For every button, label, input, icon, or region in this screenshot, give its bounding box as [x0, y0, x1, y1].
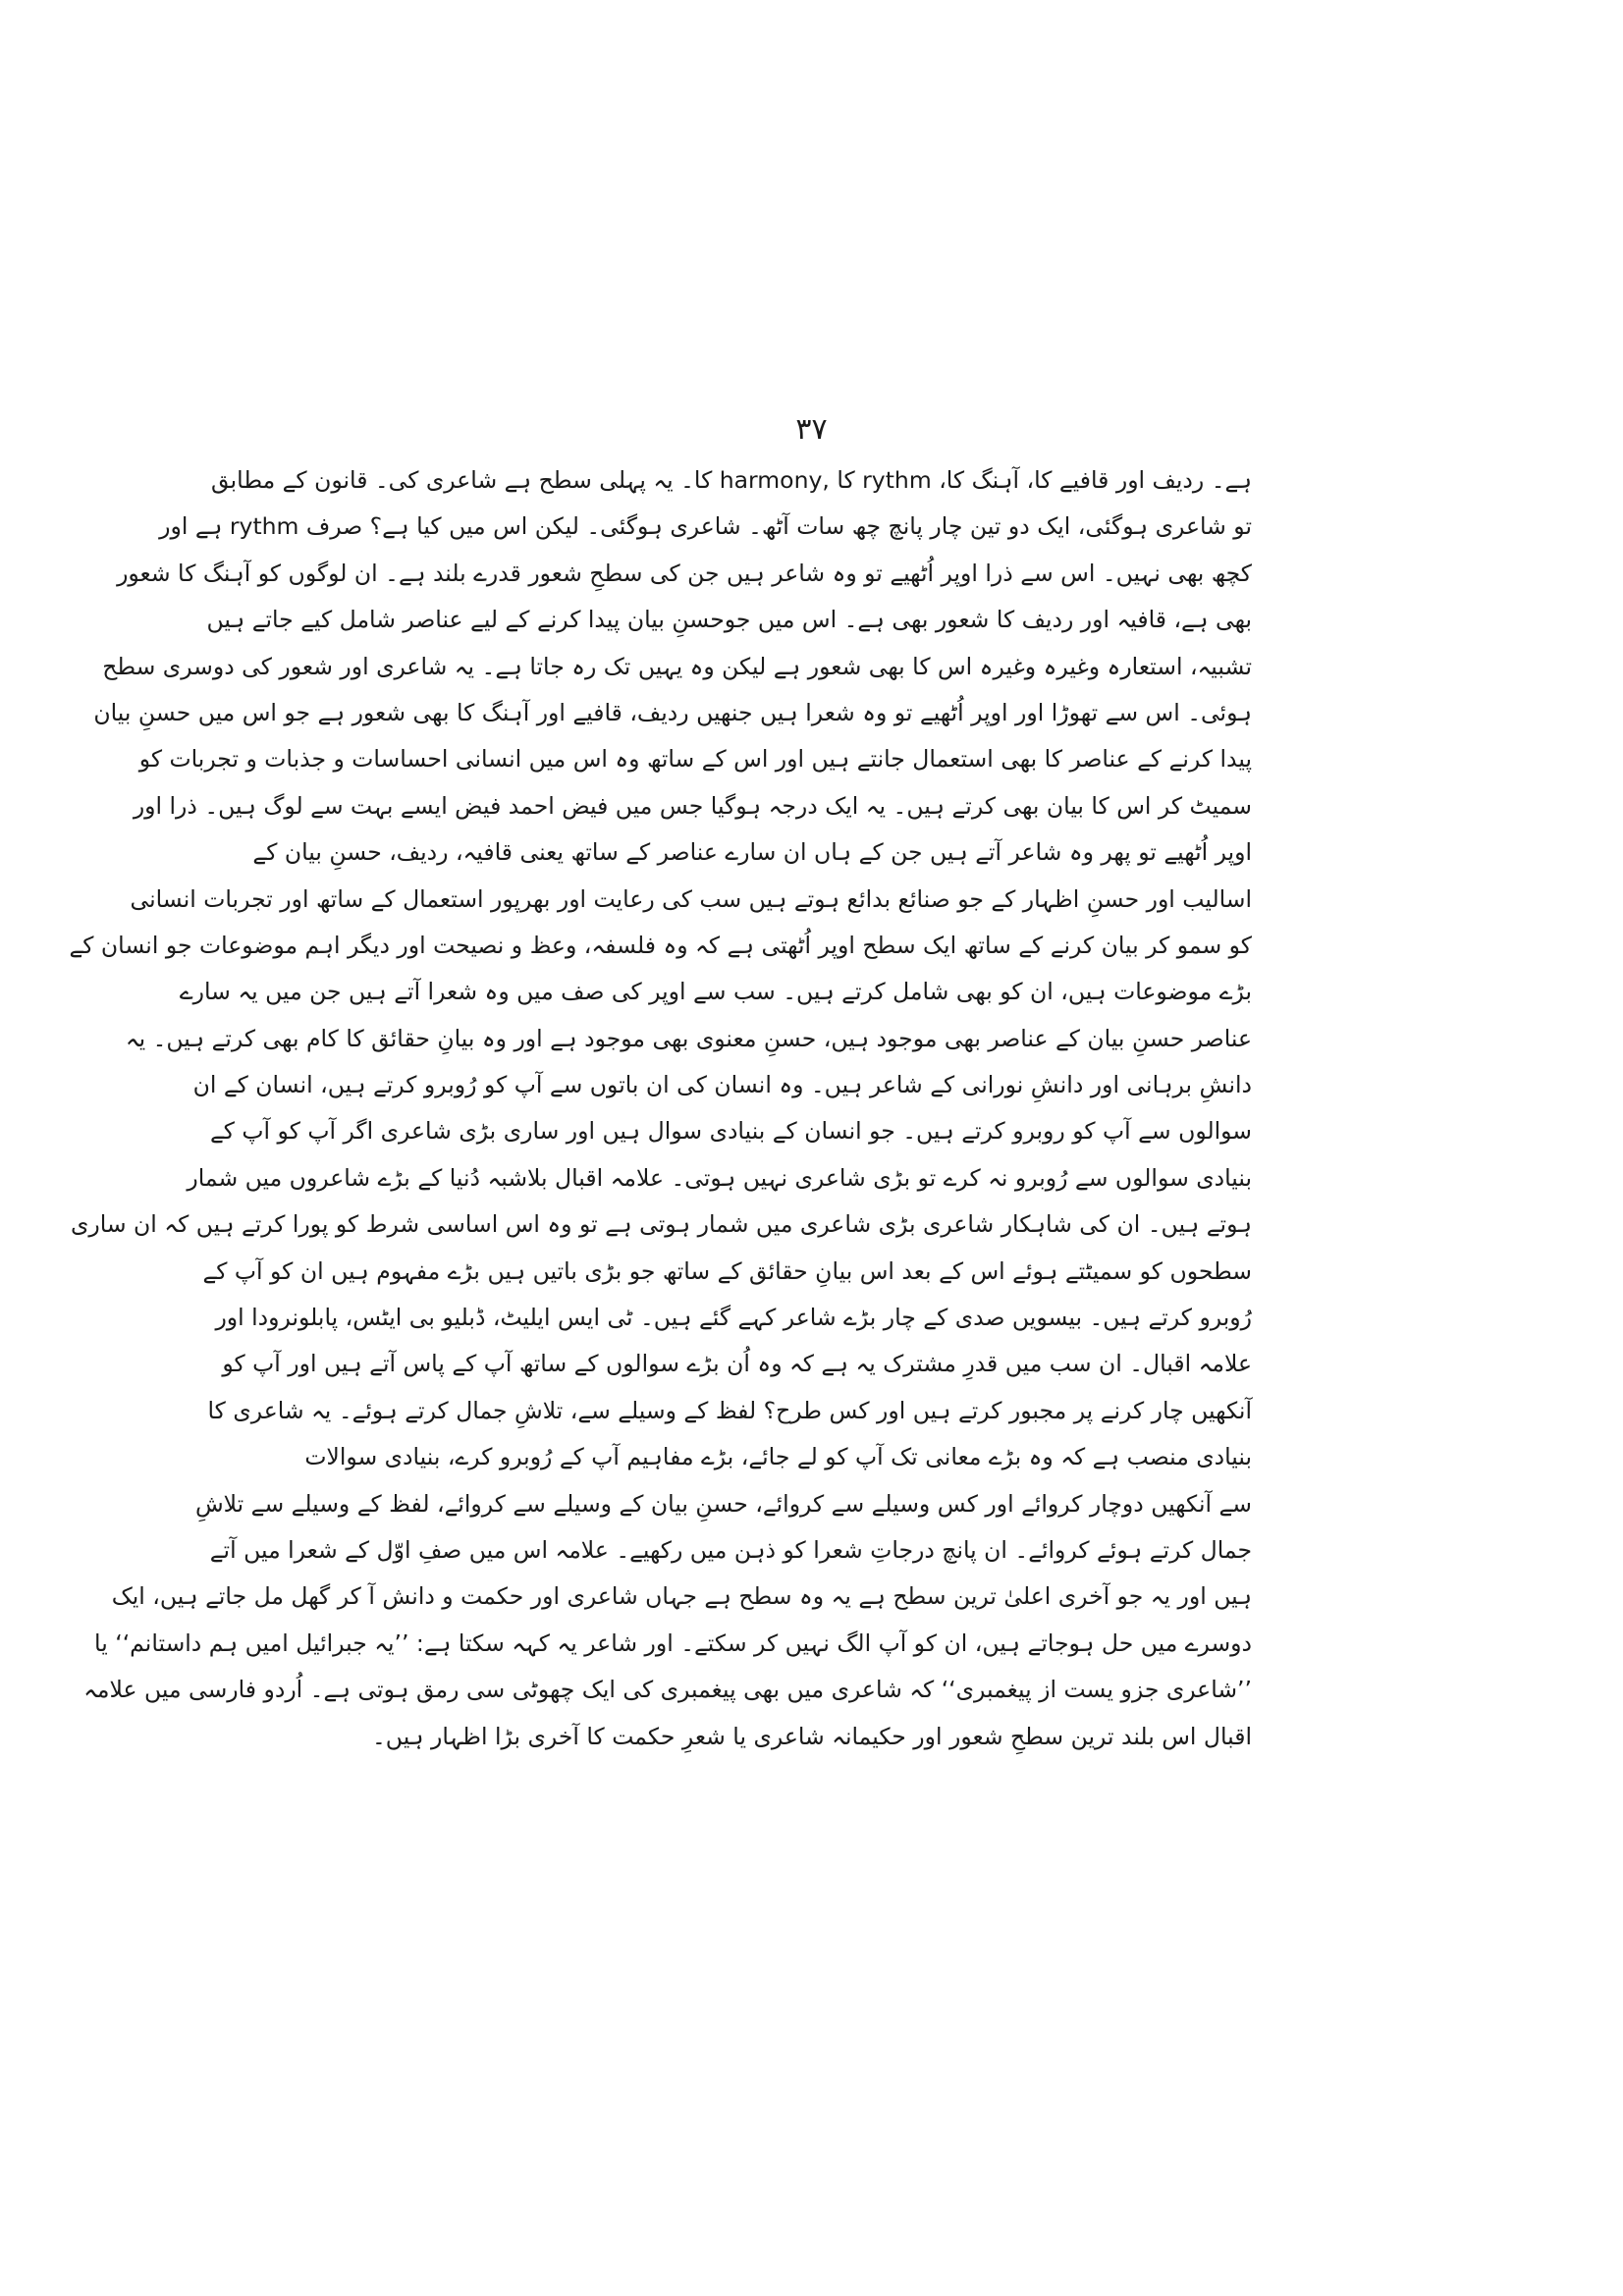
text-line: ہیں اور یہ جو آخری اعلیٰ ترین سطح ہے یہ وہ سطح ہے جہاں شاعری اور حکمت و دانش آ کر گھل مل جاتے ہیں، ایک	[111, 1582, 1252, 1611]
text-line: علامہ اقبال۔ ان سب میں قدرِ مشترک یہ ہے کہ وہ اُن بڑے سوالوں کے ساتھ آپ کے پاس آتے ہیں اور آپ کو	[222, 1350, 1252, 1378]
text-line: آنکھیں چار کرنے پر مجبور کرتے ہیں اور کس طرح؟ لفظ کے وسیلے سے، تلاشِ جمال کرتے ہوئے۔ یہ شاعری کا	[207, 1396, 1252, 1424]
text-line: تو شاعری ہوگئی، ایک دو تین چار پانچ چھ سات آٹھ۔ شاعری ہوگئی۔ لیکن اس میں کیا ہے؟ صرف rythm ہے اور	[159, 512, 1252, 541]
body-paragraph	[69, 457, 1252, 1760]
text-line: سے آنکھیں دوچار کروائے اور کس وسیلے سے کروائے، حسنِ بیان کے وسیلے سے کروائے، لفظ کے وسیلے سے تلاشِ	[194, 1489, 1252, 1518]
text-line: رُوبرو کرتے ہیں۔ بیسویں صدی کے چار بڑے شاعر کہے گئے ہیں۔ ٹی ایس ایلیٹ، ڈبلیو بی ایٹس، پابلونرودا اور	[215, 1304, 1252, 1332]
text-line: بھی ہے، قافیہ اور ردیف کا شعور بھی ہے۔ اس میں جوحسنِ بیان پیدا کرنے کے لیے عناصر شامل کیے جاتے ہیں	[206, 606, 1252, 634]
text-line: اقبال اس بلند ترین سطحِ شعور اور حکیمانہ شاعری یا شعرِ حکمت کا آخری بڑا اظہار ہیں۔	[372, 1722, 1252, 1750]
text-line: پیدا کرنے کے عناصر کا بھی استعمال جانتے ہیں اور اس کے ساتھ وہ اس میں انسانی احساسات و جذبات و تجربات کو	[138, 745, 1252, 774]
page-number: ۳۷	[795, 412, 828, 447]
text-line: کو سمو کر بیان کرنے کے ساتھ ایک سطح اوپر اُٹھتی ہے کہ وہ فلسفہ، وعظ و نصیحت اور دیگر اہم موضوعات جو انسان کے	[69, 931, 1252, 959]
text-line: ’’شاعری جزو یست از پیغمبری‘‘ کہ شاعری میں بھی پیغمبری کی ایک چھوٹی سی رمق ہوتی ہے۔ اُردو فارسی میں علامہ	[83, 1676, 1252, 1704]
text-line: سطحوں کو سمیٹتے ہوئے اس کے بعد اس بیانِ حقائق کے ساتھ جو بڑی باتیں ہیں بڑے مفہوم ہیں ان کو آپ کے	[202, 1256, 1252, 1285]
text-line: اوپر اُٹھیے تو پھر وہ شاعر آتے ہیں جن کے ہاں ان سارے عناصر کے ساتھ یعنی قافیہ، ردیف، حسنِ بیان کے	[252, 838, 1252, 867]
text-line: دوسرے میں حل ہوجاتے ہیں، ان کو آپ الگ نہیں کر سکتے۔ اور شاعر یہ کہہ سکتا ہے: ’’یہ جبرائیل امیں ہم داستانم‘‘ یا	[94, 1629, 1252, 1657]
text-line: جمال کرتے ہوئے کروائے۔ ان پانچ درجاتِ شعرا کو ذہن میں رکھیے۔ علامہ اس میں صفِ اوّل کے شعرا میں آتے	[209, 1535, 1252, 1564]
text-line: کچھ بھی نہیں۔ اس سے ذرا اوپر اُٹھیے تو وہ شاعر ہیں جن کی سطحِ شعور قدرے بلند ہے۔ ان لوگوں کو آہنگ کا شعور	[117, 559, 1252, 587]
text-line: ہے۔ ردیف اور قافیے کا، آہنگ کا، rythm کا ,harmony کا۔ یہ پہلی سطح ہے شاعری کی۔ قانون کے مطابق	[211, 466, 1252, 494]
text-line: سمیٹ کر اس کا بیان بھی کرتے ہیں۔ یہ ایک درجہ ہوگیا جس میں فیض احمد فیض ایسے بہت سے لوگ ہیں۔ ذرا اور	[133, 791, 1252, 820]
text-line: دانشِ برہانی اور دانشِ نورانی کے شاعر ہیں۔ وہ انسان کی ان باتوں سے آپ کو رُوبرو کرتے ہیں، انسان کے ان	[192, 1071, 1252, 1099]
text-line: بنیادی سوالوں سے رُوبرو نہ کرے تو بڑی شاعری نہیں ہوتی۔ علامہ اقبال بلاشبہ دُنیا کے بڑے شاعروں میں شمار	[187, 1163, 1252, 1192]
text-line: تشبیہ، استعارہ وغیرہ وغیرہ اس کا بھی شعور ہے لیکن وہ یہیں تک رہ جاتا ہے۔ یہ شاعری اور شعور کی دوسری سطح	[102, 652, 1252, 680]
text-line: اسالیب اور حسنِ اظہار کے جو صنائع بدائع ہوتے ہیں سب کی رعایت اور بھرپور استعمال کے ساتھ اور تجربات انسانی	[130, 884, 1252, 913]
text-line: سوالوں سے آپ کو روبرو کرتے ہیں۔ جو انسان کے بنیادی سوال ہیں اور ساری بڑی شاعری اگر آپ کو آپ کے	[210, 1117, 1252, 1146]
text-line: بنیادی منصب ہے کہ وہ بڑے معانی تک آپ کو لے جائے، بڑے مفاہیم آپ کے رُوبرو کرے، بنیادی سوالات	[304, 1443, 1252, 1471]
text-line: عناصر حسنِ بیان کے عناصر بھی موجود ہیں، حسنِ معنوی بھی موجود ہے اور وہ بیانِ حقائق کا کام بھی کرتے ہیں۔ یہ	[125, 1024, 1252, 1052]
text-line: ہوتے ہیں۔ ان کی شاہکار شاعری بڑی شاعری میں شمار ہوتی ہے تو وہ اس اساسی شرط کو پورا کرتے ہیں کہ ان ساری	[70, 1210, 1252, 1239]
text-line: بڑے موضوعات ہیں، ان کو بھی شامل کرتے ہیں۔ سب سے اوپر کی صف میں وہ شعرا آتے ہیں جن میں یہ سارے	[179, 978, 1252, 1006]
text-line: ہوئی۔ اس سے تھوڑا اور اوپر اُٹھیے تو وہ شعرا ہیں جنھیں ردیف، قافیے اور آہنگ کا بھی شعور ہے جو اس میں حسنِ بیان	[93, 698, 1252, 726]
